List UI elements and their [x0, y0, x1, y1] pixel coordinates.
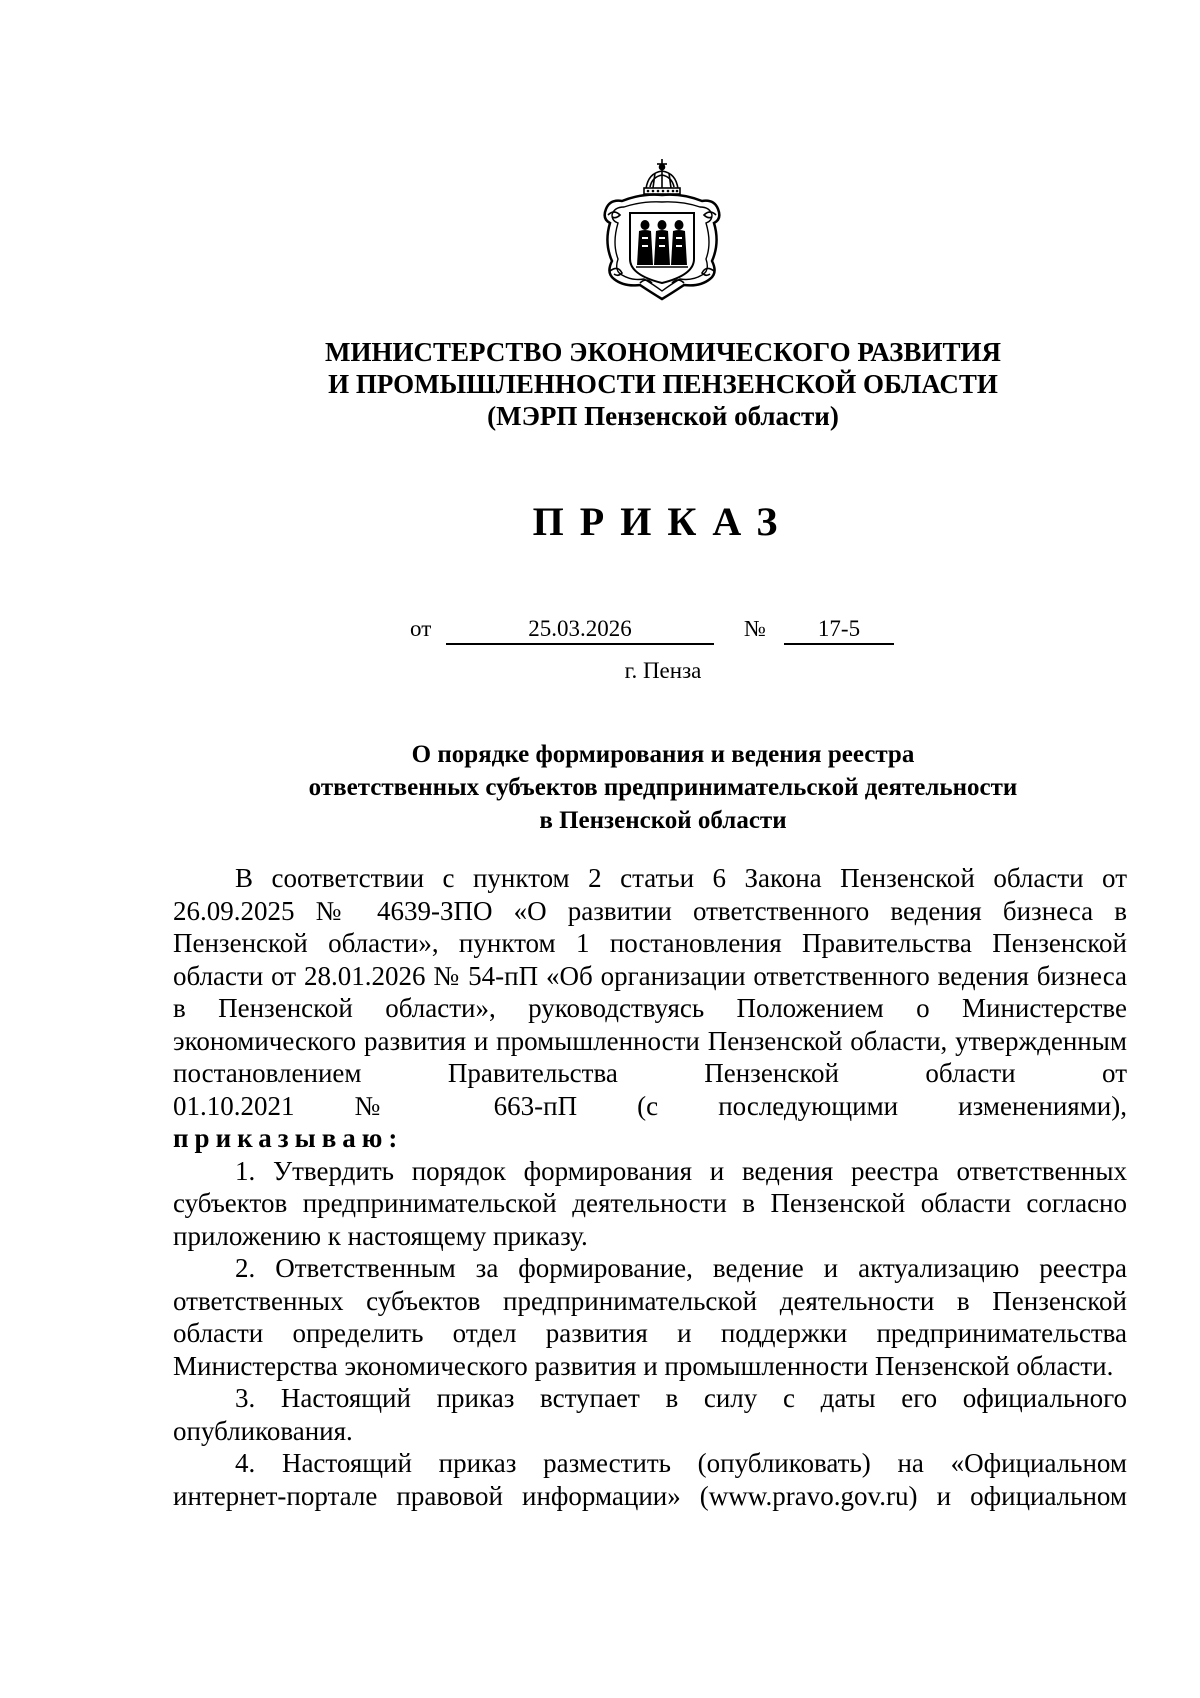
document-title — [200, 738, 1126, 837]
ministry-header — [200, 336, 1126, 432]
ministry-abbreviation: (МЭРП Пензенской области) — [487, 401, 839, 431]
order-item-4: 4. Настоящий приказ разместить (опубликовать) на «Официальном интернет-портале правовой информации» (www.pravo.gov.ru) и официальном — [173, 1448, 1127, 1511]
document-title-line-3: в Пензенской области — [539, 807, 787, 834]
order-item-1: 1. Утвердить порядок формирования и ведения реестра ответственных субъектов предпринимательской деятельности в Пензенской области согласно приложению к настоящему приказу. — [173, 1155, 1127, 1251]
number-label: № — [744, 616, 766, 641]
order-city: г. Пенза — [624, 658, 702, 683]
order-title: ПРИКАЗ — [532, 499, 794, 544]
order-number: 17-5 — [784, 616, 894, 645]
preamble-paragraph: В соответствии с пунктом 2 статьи 6 Закона Пензенской области от 26.09.2025 № 4639-ЗПО «О развитии ответственного ведения бизнеса в Пензенской области», пунктом 1 постановления Правительства Пензенской области от 28.01.2026 № 54-пП «Об организации ответственного ведения бизнеса в Пензенской области», руководствуясь Положением о Министерстве экономического развития и промышленности Пензенской области, утвержденным постановлением Правительства Пензенской области от — [173, 863, 1127, 1088]
ministry-name-line-1: МИНИСТЕРСТВО ЭКОНОМИЧЕСКОГО РАЗВИТИЯ — [325, 337, 1001, 367]
coat-of-arms-emblem — [600, 153, 724, 303]
ministry-name-line-2: И ПРОМЫШЛЕННОСТИ ПЕНЗЕНСКОЙ ОБЛАСТИ — [328, 369, 998, 399]
document-title-line-2: ответственных субъектов предпринимательской деятельности — [308, 774, 1018, 801]
document-title-line-1: О порядке формирования и ведения реестра — [411, 741, 915, 768]
order-item-2: 2. Ответственным за формирование, ведение и актуализацию реестра ответственных субъектов предпринимательской деятельности в Пензенской области определить отдел развития и поддержки предпринимательства Министерства экономического развития и промышленности Пензенской области. — [173, 1253, 1127, 1381]
order-word: приказываю: — [173, 1123, 404, 1153]
preamble-last-line: 01.10.2021 № 663-пП (с последующими изменениями), — [173, 1090, 1127, 1121]
order-date: 25.03.2026 — [446, 616, 714, 645]
document-body — [173, 862, 1127, 1512]
order-item-3: 3. Настоящий приказ вступает в силу с даты его официального опубликования. — [173, 1383, 1127, 1446]
date-label: от — [410, 616, 432, 641]
